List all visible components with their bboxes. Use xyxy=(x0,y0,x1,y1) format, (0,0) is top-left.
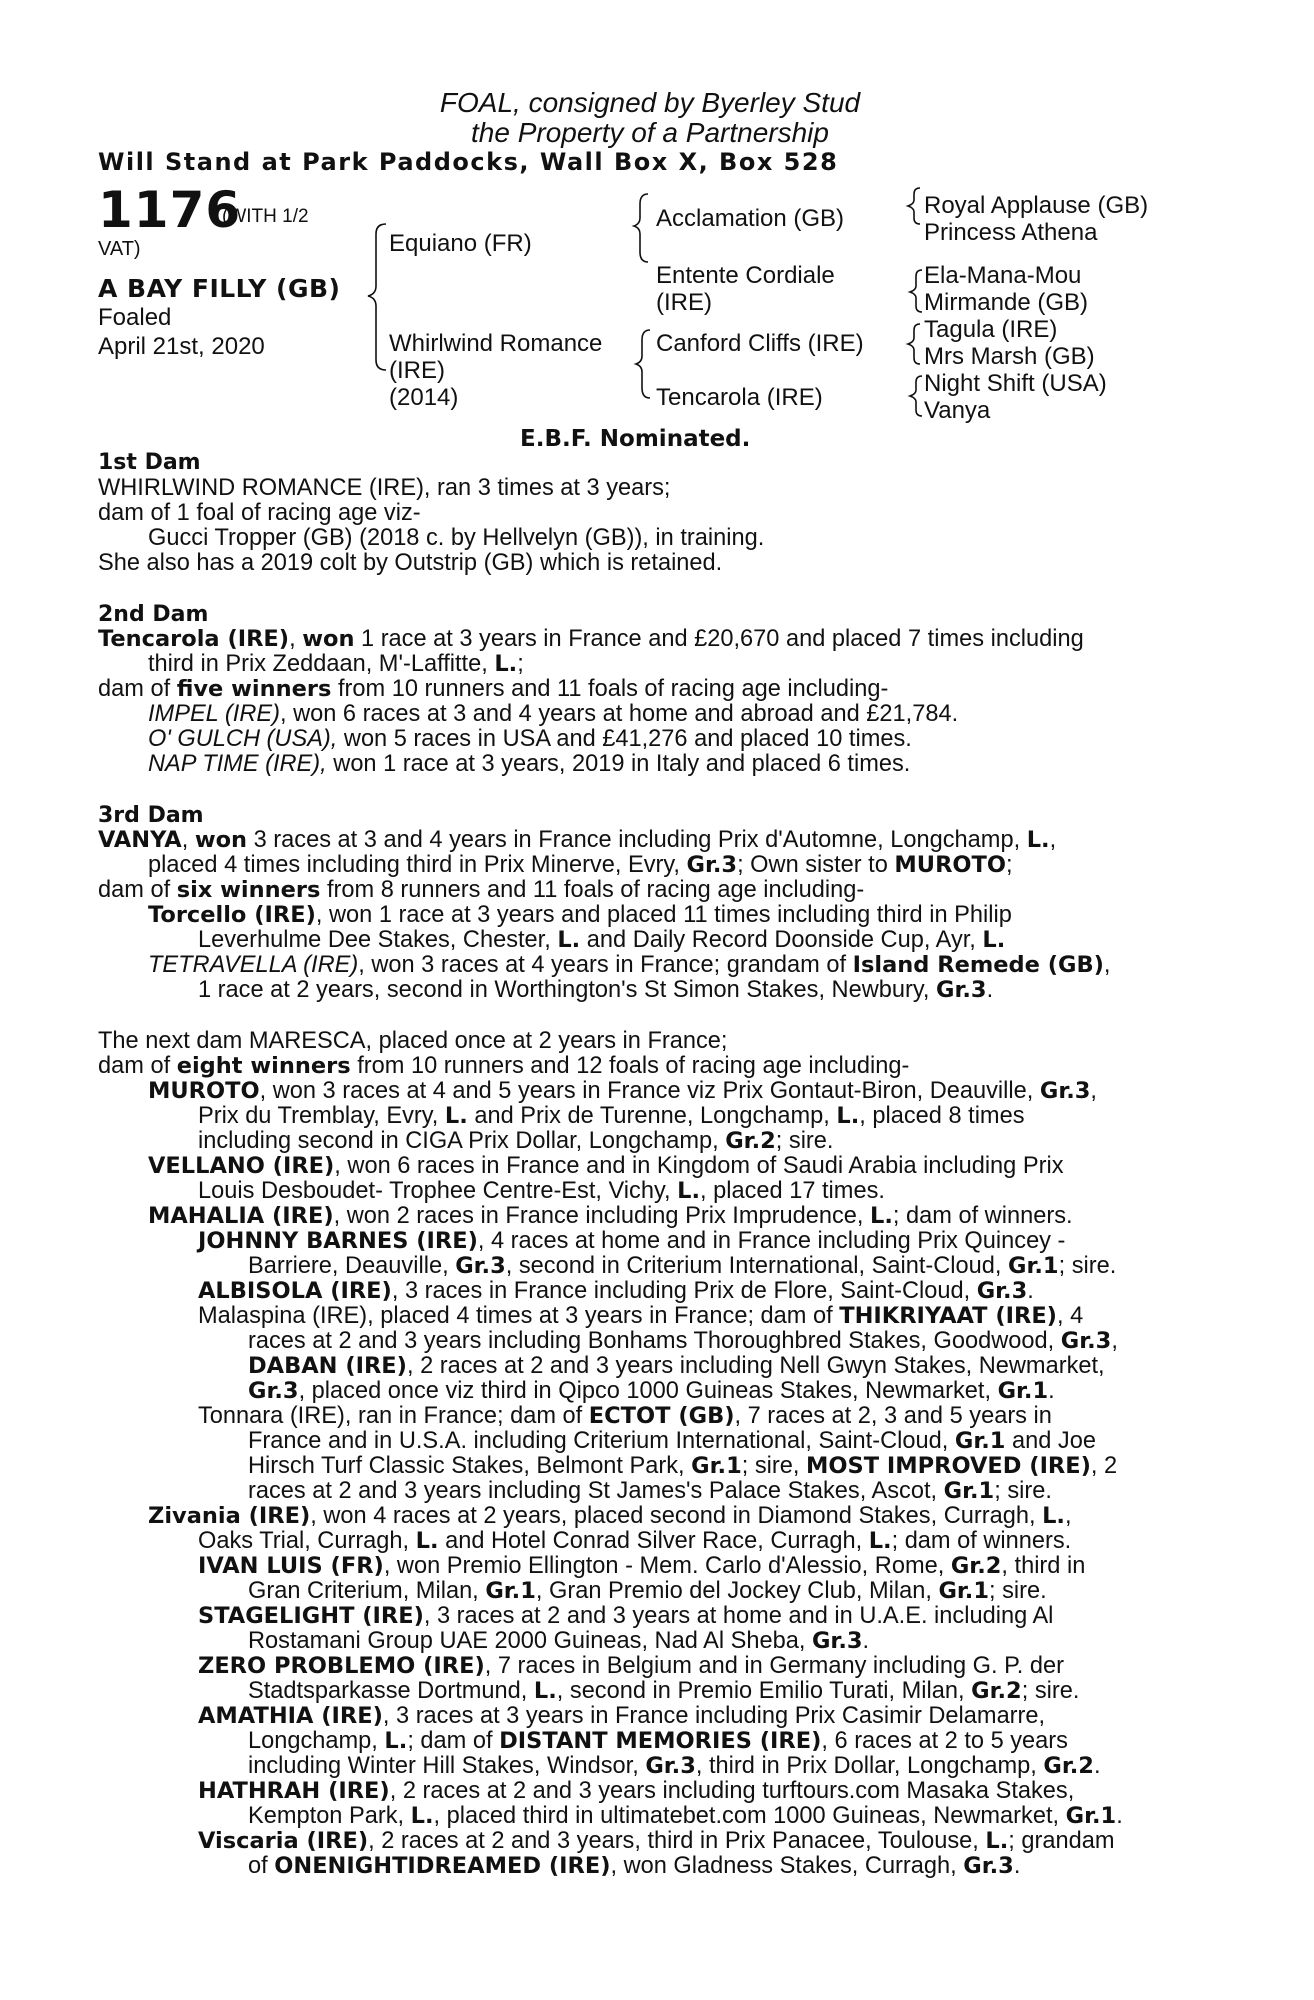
third-dam-line: 1 race at 2 years, second in Worthington's St Simon Stakes, Newbury, Gr.3. xyxy=(198,977,994,1003)
progeny-line: DABAN (IRE), 2 races at 2 and 3 years including Nell Gwyn Stakes, Newmarket, xyxy=(248,1353,1105,1379)
vat-note: (WITH 1/2 xyxy=(222,206,309,227)
third-dam-line: VANYA, won 3 races at 3 and 4 years in France including Prix d'Automne, Longchamp, L., xyxy=(98,827,1057,853)
first-dam-line: dam of 1 foal of racing age viz- xyxy=(98,500,421,526)
progeny-line: Prix du Tremblay, Evry, L. and Prix de Turenne, Longchamp, L., placed 8 times xyxy=(198,1103,1025,1129)
third-dam-line: Leverhulme Dee Stakes, Chester, L. and Daily Record Doonside Cup, Ayr, L. xyxy=(198,927,1006,953)
sire-dam-country: (IRE) xyxy=(656,289,712,316)
second-dam-line: IMPEL (IRE), won 6 races at 3 and 4 years at home and abroad and £21,784. xyxy=(148,701,959,727)
gen3-1: Royal Applause (GB) xyxy=(924,192,1149,219)
progeny-line: Kempton Park, L., placed third in ultimatebet.com 1000 Guineas, Newmarket, Gr.1. xyxy=(248,1803,1123,1829)
bracket-sire xyxy=(634,194,648,262)
progeny-line: Louis Desboudet- Trophee Centre-Est, Vichy, L., placed 17 times. xyxy=(198,1178,885,1204)
horse-name: A BAY FILLY (GB) xyxy=(98,274,341,303)
progeny-line: Hirsch Turf Classic Stakes, Belmont Park, Gr.1; sire, MOST IMPROVED (IRE), 2 xyxy=(248,1453,1118,1479)
stand-location: Will Stand at Park Paddocks, Wall Box X, Box 528 xyxy=(98,148,839,176)
progeny-line: including Winter Hill Stakes, Windsor, Gr.3, third in Prix Dollar, Longchamp, Gr.2. xyxy=(248,1753,1101,1779)
progeny-line: ZERO PROBLEMO (IRE), 7 races in Belgium and in Germany including G. P. der xyxy=(198,1653,1064,1679)
progeny-line: of ONENIGHTIDREAMED (IRE), won Gladness Stakes, Curragh, Gr.3. xyxy=(248,1853,1021,1879)
progeny-line: Malaspina (IRE), placed 4 times at 3 years in France; dam of THIKRIYAAT (IRE), 4 xyxy=(198,1303,1084,1329)
vat-note-cont: VAT) xyxy=(98,238,141,260)
third-dam-heading: 3rd Dam xyxy=(98,803,204,828)
dam-country: (IRE) xyxy=(389,357,445,384)
progeny-line: MAHALIA (IRE), won 2 races in France including Prix Imprudence, L.; dam of winners. xyxy=(148,1203,1073,1229)
foaled-date: April 21st, 2020 xyxy=(98,333,265,360)
progeny-line: HATHRAH (IRE), 2 races at 2 and 3 years including turftours.com Masaka Stakes, xyxy=(198,1778,1075,1804)
gen3-5: Tagula (IRE) xyxy=(924,316,1058,343)
second-dam-line: Tencarola (IRE), won 1 race at 3 years in France and £20,670 and placed 7 times including xyxy=(98,626,1084,652)
progeny-line: Rostamani Group UAE 2000 Guineas, Nad Al Sheba, Gr.3. xyxy=(248,1628,870,1654)
owner-line: the Property of a Partnership xyxy=(471,117,829,148)
second-dam-line: dam of five winners from 10 runners and 11 foals of racing age including- xyxy=(98,676,889,702)
first-dam-line: WHIRLWIND ROMANCE (IRE), ran 3 times at 3 years; xyxy=(98,475,671,501)
next-dam-line: The next dam MARESCA, placed once at 2 years in France; xyxy=(98,1028,728,1054)
third-dam-line: Torcello (IRE), won 1 race at 3 years and placed 11 times including third in Philip xyxy=(148,902,1012,928)
dam-name: Whirlwind Romance xyxy=(389,330,603,357)
progeny-line: Stadtsparkasse Dortmund, L., second in Premio Emilio Turati, Milan, Gr.2; sire. xyxy=(248,1678,1080,1704)
progeny-line: Viscaria (IRE), 2 races at 2 and 3 years, third in Prix Panacee, Toulouse, L.; grandam xyxy=(198,1828,1115,1854)
gen3-2: Princess Athena xyxy=(924,219,1098,246)
progeny-line: STAGELIGHT (IRE), 3 races at 2 and 3 years at home and in U.A.E. including Al xyxy=(198,1603,1054,1629)
progeny-line: ALBISOLA (IRE), 3 races in France including Prix de Flore, Saint-Cloud, Gr.3. xyxy=(198,1278,1034,1304)
progeny-line: Gr.3, placed once viz third in Qipco 1000 Guineas Stakes, Newmarket, Gr.1. xyxy=(248,1378,1055,1404)
third-dam-line: placed 4 times including third in Prix Minerve, Evry, Gr.3; Own sister to MUROTO; xyxy=(148,852,1013,878)
progeny-line: France and in U.S.A. including Criterium International, Saint-Cloud, Gr.1 and Joe xyxy=(248,1428,1096,1454)
progeny-line: JOHNNY BARNES (IRE), 4 races at home and in France including Prix Quincey - xyxy=(198,1228,1066,1254)
ebf-nominated: E.B.F. Nominated. xyxy=(520,426,751,452)
gen3-4: Mirmande (GB) xyxy=(924,289,1089,316)
bracket-ds xyxy=(908,324,920,364)
bracket-l1 xyxy=(368,224,386,370)
progeny-line: VELLANO (IRE), won 6 races in France and in Kingdom of Saudi Arabia including Prix xyxy=(148,1153,1064,1179)
sire-dam: Entente Cordiale xyxy=(656,262,835,289)
bracket-dam xyxy=(636,330,650,398)
gen3-8: Vanya xyxy=(924,397,991,424)
progeny-line: Barriere, Deauville, Gr.3, second in Criterium International, Saint-Cloud, Gr.1; sire. xyxy=(248,1253,1117,1279)
consignor-line: FOAL, consigned by Byerley Stud xyxy=(439,87,861,118)
gen3-6: Mrs Marsh (GB) xyxy=(924,343,1095,370)
gen3-7: Night Shift (USA) xyxy=(924,370,1107,397)
bracket-dd xyxy=(910,376,922,416)
progeny-line: races at 2 and 3 years including Bonhams Thoroughbred Stakes, Goodwood, Gr.3, xyxy=(248,1328,1118,1354)
progeny-line: Tonnara (IRE), ran in France; dam of ECTOT (GB), 7 races at 2, 3 and 5 years in xyxy=(198,1403,1052,1429)
sire-sire: Acclamation (GB) xyxy=(656,205,845,232)
progeny-line: IVAN LUIS (FR), won Premio Ellington - Mem. Carlo d'Alessio, Rome, Gr.2, third in xyxy=(198,1553,1086,1579)
third-dam-line: dam of six winners from 8 runners and 11 foals of racing age including- xyxy=(98,877,865,903)
gen3-3: Ela-Mana-Mou xyxy=(924,262,1082,289)
second-dam-heading: 2nd Dam xyxy=(98,602,209,627)
foaled-label: Foaled xyxy=(98,304,172,331)
first-dam-line: Gucci Tropper (GB) (2018 c. by Hellvelyn (GB)), in training. xyxy=(148,525,765,551)
bracket-ss xyxy=(908,188,920,224)
bracket-sd xyxy=(910,270,922,312)
first-dam-line: She also has a 2019 colt by Outstrip (GB) which is retained. xyxy=(98,550,723,576)
progeny-line: races at 2 and 3 years including St James's Palace Stakes, Ascot, Gr.1; sire. xyxy=(248,1478,1052,1504)
progeny-line: Oaks Trial, Curragh, L. and Hotel Conrad Silver Race, Curragh, L.; dam of winners. xyxy=(198,1528,1072,1554)
progeny-line: MUROTO, won 3 races at 4 and 5 years in France viz Prix Gontaut-Biron, Deauville, Gr.3, xyxy=(148,1078,1097,1104)
progeny-line: Gran Criterium, Milan, Gr.1, Gran Premio del Jockey Club, Milan, Gr.1; sire. xyxy=(248,1578,1047,1604)
second-dam-line: NAP TIME (IRE), won 1 race at 3 years, 2019 in Italy and placed 6 times. xyxy=(148,751,911,777)
second-dam-line: third in Prix Zeddaan, M'-Laffitte, L.; xyxy=(148,651,524,677)
dam-sire: Canford Cliffs (IRE) xyxy=(656,330,864,357)
next-dam-line: dam of eight winners from 10 runners and 12 foals of racing age including- xyxy=(98,1053,910,1079)
progeny-line: Longchamp, L.; dam of DISTANT MEMORIES (IRE), 6 races at 2 to 5 years xyxy=(248,1728,1068,1754)
progeny-line: including second in CIGA Prix Dollar, Longchamp, Gr.2; sire. xyxy=(198,1128,834,1154)
progeny-line: AMATHIA (IRE), 3 races at 3 years in France including Prix Casimir Delamarre, xyxy=(198,1703,1046,1729)
sire-name: Equiano (FR) xyxy=(389,230,532,257)
progeny-line: Zivania (IRE), won 4 races at 2 years, placed second in Diamond Stakes, Curragh, L., xyxy=(148,1503,1072,1529)
dam-year: (2014) xyxy=(389,384,459,411)
second-dam-line: O' GULCH (USA), won 5 races in USA and £41,276 and placed 10 times. xyxy=(148,726,912,752)
lot-number: 1176 xyxy=(98,181,242,239)
first-dam-heading: 1st Dam xyxy=(98,450,201,475)
dam-dam: Tencarola (IRE) xyxy=(656,384,823,411)
third-dam-line: TETRAVELLA (IRE), won 3 races at 4 years in France; grandam of Island Remede (GB), xyxy=(148,952,1111,978)
